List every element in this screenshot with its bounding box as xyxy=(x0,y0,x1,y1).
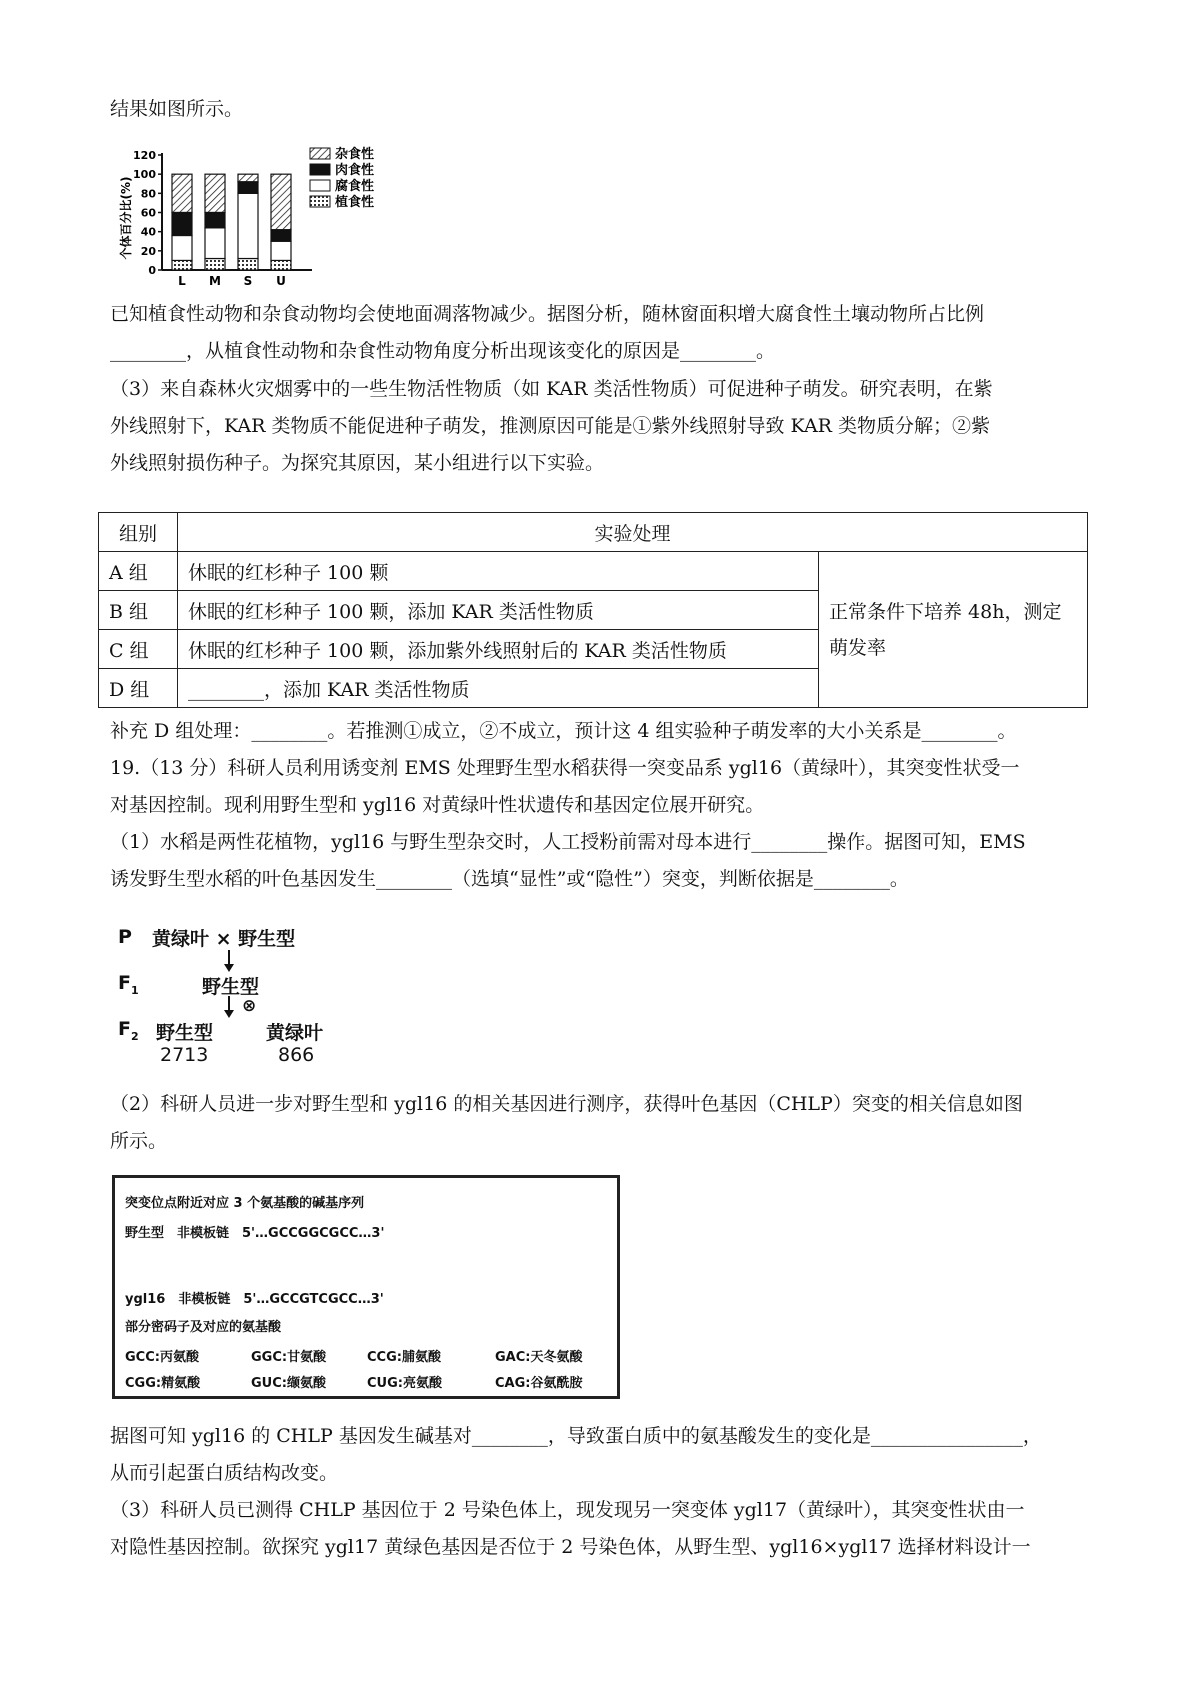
f2-yellow-count: 866 xyxy=(278,1044,315,1066)
bar-segment xyxy=(205,228,225,259)
codon-item: GAC:天冬氨酸 xyxy=(495,1350,583,1365)
table-header-group: 组别 xyxy=(99,513,178,552)
text-line: 从而引起蛋白质结构改变。 xyxy=(110,1462,339,1484)
y-tick-label: 0 xyxy=(148,264,156,277)
stacked-bar-chart xyxy=(110,140,430,290)
genetic-cross-diagram xyxy=(118,920,358,1070)
codon-title: 部分密码子及对应的氨基酸 xyxy=(125,1320,282,1335)
p-cross: 黄绿叶 × 野生型 xyxy=(152,928,296,950)
bar-segment xyxy=(172,236,192,261)
bar-segment xyxy=(205,174,225,212)
text-line: 所示。 xyxy=(110,1130,168,1152)
bar-segment xyxy=(271,174,291,230)
x-tick-label: L xyxy=(178,274,186,288)
seq-wild: 野生型 非模板链 5'…GCCGGCGCC…3' xyxy=(125,1226,385,1241)
table-cell-treatment: 休眠的红杉种子 100 颗 xyxy=(178,552,819,591)
legend-swatch xyxy=(310,180,330,191)
text-line: 对隐性基因控制。欲探究 ygl17 黄绿色基因是否位于 2 号染色体，从野生型、ygl16×ygl17 选择材料设计一 xyxy=(110,1536,1031,1558)
table-header-treatment: 实验处理 xyxy=(178,513,1088,552)
bar-segment xyxy=(238,174,258,182)
table-cell-common: 正常条件下培养 48h，测定萌发率 xyxy=(819,552,1088,708)
text-line: 结果如图所示。 xyxy=(110,98,244,120)
y-axis-label: 个体百分比(%) xyxy=(119,176,133,260)
text-line: ________，从植食性动物和杂食性动物角度分析出现该变化的原因是________。 xyxy=(110,340,776,362)
table-cell-group: C 组 xyxy=(99,630,178,669)
text-line: 已知植食性动物和杂食动物均会使地面凋落物减少。据图分析，随林窗面积增大腐食性土壤动物所占比例 xyxy=(110,303,985,325)
bar-segment xyxy=(172,260,192,270)
legend-swatch xyxy=(310,164,330,175)
text-line: （3）来自森林火灾烟雾中的一些生物活性物质（如 KAR 类活性物质）可促进种子萌发。研究表明，在紫 xyxy=(110,378,993,400)
y-tick-label: 100 xyxy=(133,168,156,182)
f2-yellow: 黄绿叶 xyxy=(266,1022,324,1044)
y-tick-label: 120 xyxy=(133,149,156,162)
f1-label: $F_1$ xyxy=(118,972,139,997)
x-tick-label: S xyxy=(243,274,253,288)
bar-segment xyxy=(172,174,192,212)
table-cell-treatment: ________，添加 KAR 类活性物质 xyxy=(178,669,819,708)
text-line: 外线照射损伤种子。为探究其原因，某小组进行以下实验。 xyxy=(110,452,605,474)
legend-swatch xyxy=(310,148,330,159)
bar-segment xyxy=(238,259,258,271)
f1-phenotype: 野生型 xyxy=(202,976,260,998)
text-line: 外线照射下，KAR 类物质不能促进种子萌发，推测原因可能是①紫外线照射导致 KAR 类物质分解；②紫 xyxy=(110,415,991,437)
table-cell-group: B 组 xyxy=(99,591,178,630)
y-tick-label: 80 xyxy=(140,187,156,201)
bar-segment xyxy=(238,193,258,258)
bar-segment xyxy=(271,241,291,260)
table-header-row xyxy=(99,513,1088,552)
table-cell-treatment: 休眠的红杉种子 100 颗，添加 KAR 类活性物质 xyxy=(178,591,819,630)
legend-label: 植食性 xyxy=(335,195,375,210)
bar-segment xyxy=(271,230,291,242)
codon-item: CCG:脯氨酸 xyxy=(367,1350,441,1365)
y-tick-label: 20 xyxy=(140,244,156,258)
x-tick-label: M xyxy=(209,274,221,288)
text-line: 补充 D 组处理：________。若推测①成立，②不成立，预计这 4 组实验种子萌发率的大小关系是________。 xyxy=(110,720,1017,742)
legend-label: 肉食性 xyxy=(335,163,375,178)
text-line: 诱发野生型水稻的叶色基因发生________（选填“显性”或“隐性”）突变，判断依据是________。 xyxy=(110,868,909,890)
table-row xyxy=(99,552,1088,591)
legend-label: 腐食性 xyxy=(335,179,375,194)
seq-title: 突变位点附近对应 3 个氨基酸的碱基序列 xyxy=(125,1196,365,1211)
f2-wild-count: 2713 xyxy=(160,1044,209,1066)
f2-label: $F_2$ xyxy=(118,1018,139,1043)
bar-segment xyxy=(271,260,291,270)
sequence-figure xyxy=(112,1175,620,1399)
text-line: （1）水稻是两性花植物，ygl16 与野生型杂交时，人工授粉前需对母本进行________操作。据图可知，EMS xyxy=(110,831,1026,853)
table-cell-treatment: 休眠的红杉种子 100 颗，添加紫外线照射后的 KAR 类活性物质 xyxy=(178,630,819,669)
text-line: （2）科研人员进一步对野生型和 ygl16 的相关基因进行测序，获得叶色基因（CHLP）突变的相关信息如图 xyxy=(110,1093,1023,1115)
codon-item: CGG:精氨酸 xyxy=(125,1376,201,1391)
y-tick-label: 60 xyxy=(140,206,156,220)
experiment-table xyxy=(98,512,1088,708)
codon-item: CAG:谷氨酰胺 xyxy=(495,1376,583,1391)
codon-item: CUG:亮氨酸 xyxy=(367,1376,442,1391)
text-line: 19.（13 分）科研人员利用诱变剂 EMS 处理野生型水稻获得一突变品系 ygl16（黄绿叶），其突变性状受一 xyxy=(110,757,1020,779)
text-line: 据图可知 ygl16 的 CHLP 基因发生碱基对________，导致蛋白质中的氨基酸发生的变化是________________， xyxy=(110,1425,1042,1447)
text-line: 对基因控制。现利用野生型和 ygl16 对黄绿叶性状遗传和基因定位展开研究。 xyxy=(110,794,765,816)
codon-item: GGC:甘氨酸 xyxy=(251,1350,327,1365)
codon-item: GUC:缬氨酸 xyxy=(251,1376,326,1391)
bar-segment xyxy=(205,259,225,271)
bar-segment xyxy=(238,182,258,194)
x-tick-label: U xyxy=(276,274,286,288)
self-cross-symbol: ⊗ xyxy=(242,996,257,1016)
legend-swatch xyxy=(310,196,330,207)
bar-segment xyxy=(205,213,225,228)
p-label: P xyxy=(118,926,132,948)
table-cell-group: D 组 xyxy=(99,669,178,708)
bar-segment xyxy=(172,213,192,236)
seq-mutant: ygl16 非模板链 5'…GCCGTCGCC…3' xyxy=(125,1292,384,1307)
text-line: （3）科研人员已测得 CHLP 基因位于 2 号染色体上，现发现另一突变体 ygl17（黄绿叶），其突变性状由一 xyxy=(110,1499,1025,1521)
legend-label: 杂食性 xyxy=(335,147,375,162)
y-tick-label: 40 xyxy=(140,225,156,239)
cross-arrows xyxy=(118,920,358,1070)
codon-item: GCC:丙氨酸 xyxy=(125,1350,199,1365)
f2-wild: 野生型 xyxy=(156,1022,214,1044)
table-cell-group: A 组 xyxy=(99,552,178,591)
